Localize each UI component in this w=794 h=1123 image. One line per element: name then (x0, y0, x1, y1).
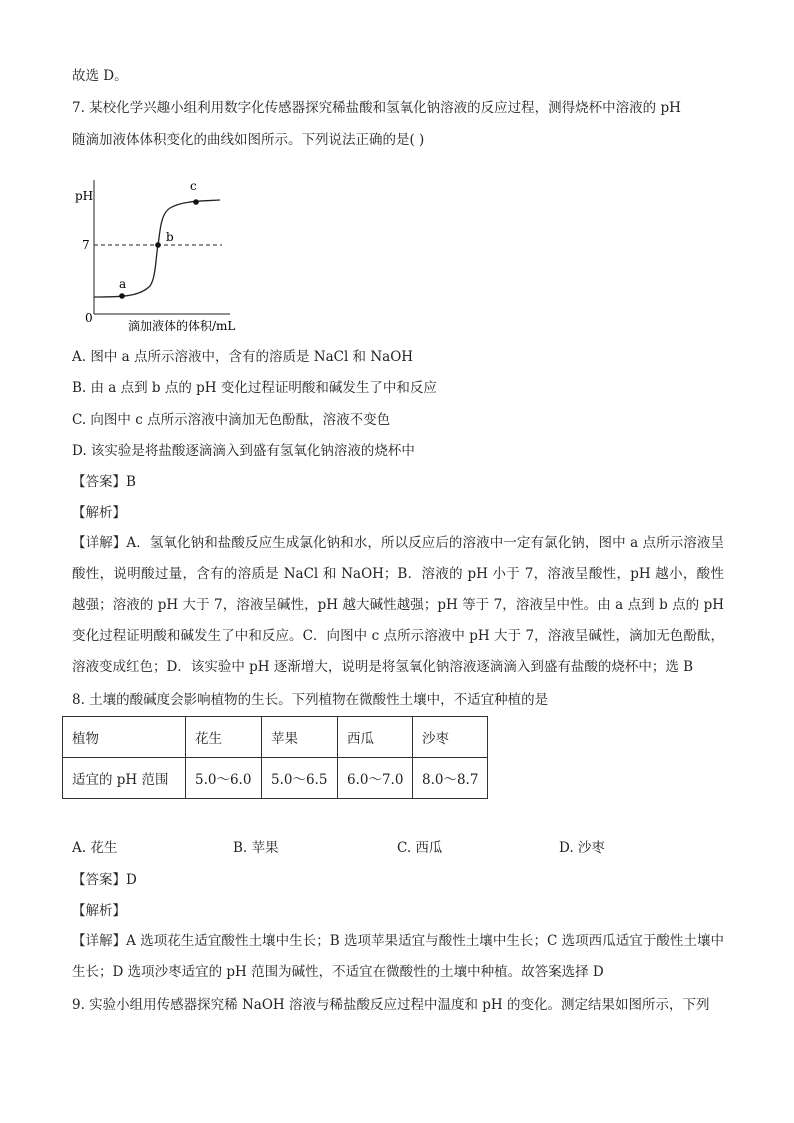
q8-option-d: D. 沙枣 (559, 840, 605, 856)
point-c-marker (193, 199, 199, 205)
table-cell: 花生 (186, 717, 262, 758)
q7-answer: 【答案】B (72, 474, 136, 490)
y-axis-label: pH (75, 189, 94, 203)
q8-option-b: B. 苹果 (233, 840, 279, 856)
ph-range-table (62, 716, 488, 799)
table-row (63, 717, 488, 758)
q8-option-a: A. 花生 (72, 840, 118, 856)
origin-label: 0 (85, 311, 93, 325)
q9-stem: 9. 实验小组用传感器探究稀 NaOH 溶液与稀盐酸反应过程中温度和 pH 的变化。测定结果如图所示，下列 (72, 997, 710, 1013)
table-cell: 适宜的 pH 范围 (63, 758, 186, 799)
point-c-label: c (190, 179, 197, 193)
point-b-label: b (166, 230, 174, 244)
q8-analysis-label: 【解析】 (72, 903, 126, 919)
q8-option-c: C. 西瓜 (397, 840, 443, 856)
table-cell: 沙枣 (413, 717, 488, 758)
table-cell: 苹果 (262, 717, 338, 758)
x-axis-label: 滴加液体的体积/mL (128, 319, 236, 333)
table-cell: 5.0～6.0 (186, 758, 262, 799)
ph-7-tick-label: 7 (82, 238, 90, 252)
table-cell: 5.0～6.5 (262, 758, 338, 799)
table-row (63, 758, 488, 799)
table-cell: 植物 (63, 717, 186, 758)
table-cell: 西瓜 (338, 717, 413, 758)
q7-stem-line2: 随滴加液体体积变化的曲线如图所示。下列说法正确的是( ) (72, 132, 425, 148)
q7-option-b: B. 由 a 点到 b 点的 pH 变化过程证明酸和碱发生了中和反应 (72, 380, 437, 396)
q7-stem-line1: 7. 某校化学兴趣小组利用数字化传感器探究稀盐酸和氢氧化钠溶液的反应过程，测得烧杯中溶液的 pH (72, 100, 681, 116)
q8-stem: 8. 土壤的酸碱度会影响植物的生长。下列植物在微酸性土壤中，不适宜种植的是 (72, 692, 549, 708)
q7-detail-paragraph: 【详解】A．氢氧化钠和盐酸反应生成氯化钠和水，所以反应后的溶液中一定有氯化钠，图中 a 点所示溶液呈酸性，说明酸过量，含有的溶质是 NaCl 和 NaOH；B．溶液的 pH 小于 7，溶液呈酸性，pH 越小，酸性越强；溶液的 pH 大于 7，溶液呈碱性，pH 越大碱性越强；pH 等于 7，溶液呈中性。由 a 点到 b 点的 pH 变化过程证明酸和碱发生了中和反应。C．向图中 c 点所示溶液中 pH 大于 7，溶液呈碱性，滴加无色酚酞，溶液变成红色；D．该实验中 pH 逐渐增大，说明是将氢氧化钠溶液逐滴滴入到盛有盐酸的烧杯中；选 B (72, 535, 724, 675)
point-b-marker (155, 242, 161, 248)
table-cell: 6.0～7.0 (338, 758, 413, 799)
q7-analysis-label: 【解析】 (72, 505, 126, 521)
ph-curve (94, 200, 220, 297)
previous-answer-conclusion: 故选 D。 (72, 68, 128, 84)
point-a-marker (119, 293, 125, 299)
q8-answer: 【答案】D (72, 872, 137, 888)
ph-titration-graph (70, 174, 310, 334)
point-a-label: a (119, 277, 127, 291)
table-cell: 8.0～8.7 (413, 758, 488, 799)
q7-option-c: C. 向图中 c 点所示溶液中滴加无色酚酞，溶液不变色 (72, 412, 391, 428)
q8-detail-paragraph: 【详解】A 选项花生适宜酸性土壤中生长；B 选项苹果适宜与酸性土壤中生长；C 选项西瓜适宜于酸性土壤中生长；D 选项沙枣适宜的 pH 范围为碱性，不适宜在微酸性的土壤中种植。故答案选择 D (72, 933, 724, 980)
q7-option-d: D. 该实验是将盐酸逐滴滴入到盛有氢氧化钠溶液的烧杯中 (72, 443, 415, 459)
q7-option-a: A. 图中 a 点所示溶液中，含有的溶质是 NaCl 和 NaOH (72, 349, 414, 365)
